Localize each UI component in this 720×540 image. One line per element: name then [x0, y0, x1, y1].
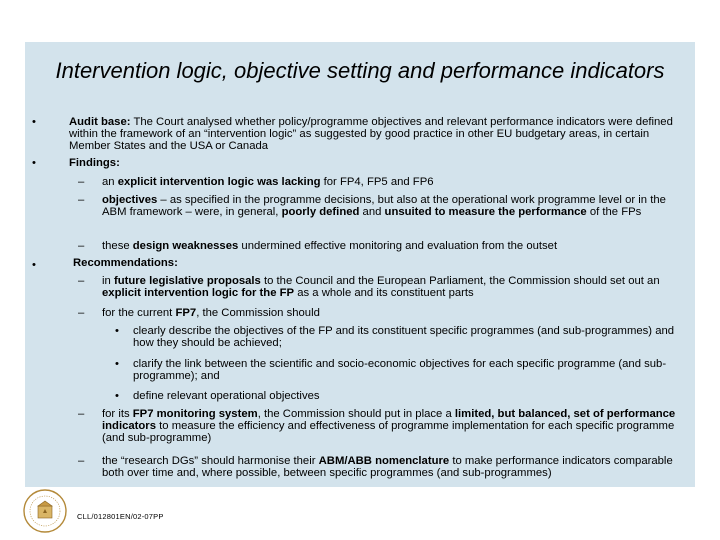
rec-4-bold: ABM/ABB nomenclature: [318, 455, 450, 467]
finding-1: [102, 176, 687, 188]
audit-base-paragraph: [69, 116, 689, 153]
bullet-rec-2-sub-1: •: [115, 325, 119, 337]
rec-3-bold2: limited, but balanced, set of performance indicators: [102, 408, 676, 433]
rec-3-mid: , the Commission should put in place a: [257, 408, 452, 420]
audit-base-label: Audit base:: [69, 116, 131, 128]
dash-rec-4: –: [78, 455, 85, 467]
bullet-rec-2-sub-2: •: [115, 358, 119, 370]
rec-1-mid: to the Council and the European Parliament, the Commission should set out an: [263, 275, 660, 287]
recommendation-2: [102, 307, 687, 319]
rec-1-post: as a whole and its constituent parts: [297, 287, 474, 300]
rec-2-sub-1: clearly describe the objectives of the FP and its constituent specific programmes (and sub-programmes) and how they should be achieved;: [133, 325, 675, 350]
finding-2-bold1: objectives: [102, 194, 158, 206]
rec-3-bold1: FP7 monitoring system: [132, 408, 258, 420]
audit-base-text: The Court analysed whether policy/programme objectives and relevant performance indicators were defined within the framework of an “intervention logic” as suggested by good practice in other EU budgetary areas, in certain Member States and the USA or Canada: [69, 116, 673, 153]
finding-2: [102, 194, 687, 218]
dash-rec-2: –: [78, 307, 85, 319]
rec-1-bold1: future legislative proposals: [113, 275, 261, 287]
recommendation-4: [102, 455, 687, 479]
footer-reference-code: CLL/012801EN/02-07PP: [77, 512, 164, 521]
recommendations-label-text: Recommendations:: [73, 257, 178, 269]
rec-2-post: , the Commission should: [196, 307, 320, 319]
court-seal-logo: [22, 488, 68, 534]
finding-2-bold3: unsuited to measure the performance: [384, 206, 587, 219]
dash-finding-2: –: [78, 194, 85, 206]
finding-3-post: undermined effective monitoring and evaluation from the outset: [241, 240, 558, 252]
dash-rec-3: –: [78, 408, 85, 420]
finding-2-mid1: – as specified in the programme decisions, but also at the operational work programme level or in the ABM framework – were, in general,: [102, 194, 666, 219]
rec-2-pre: for the current: [102, 307, 173, 319]
finding-3-bold: design weaknesses: [132, 240, 239, 252]
finding-1-bold: explicit intervention logic was lacking: [117, 176, 321, 188]
slide-title: Intervention logic, objective setting and performance indicators: [55, 58, 665, 83]
dash-finding-1: –: [78, 176, 85, 188]
recommendations-label: [73, 257, 693, 269]
finding-3: [102, 240, 687, 252]
bullet-findings: •: [32, 157, 36, 169]
findings-label-text: Findings:: [69, 157, 120, 169]
finding-2-post: of the FPs: [589, 206, 642, 219]
recommendation-3: [102, 408, 687, 445]
recommendation-1: [102, 275, 687, 299]
rec-3-post: to measure the efficiency and effectiveness of programme implementation for each specific programme (and sub-programme): [102, 420, 675, 445]
rec-2-sub-2: clarify the link between the scientific and socio-economic objectives for each specific programme (and sub-programme); and: [133, 358, 667, 383]
finding-1-pre: an: [102, 176, 115, 188]
rec-2-bold: FP7: [175, 307, 197, 319]
rec-2-sub-3: define relevant operational objectives: [133, 390, 320, 402]
bullet-recommendations: •: [32, 259, 36, 271]
finding-2-mid2: and: [362, 206, 382, 219]
finding-1-post: for FP4, FP5 and FP6: [323, 176, 434, 188]
dash-finding-3: –: [78, 240, 85, 252]
rec-3-pre: for its: [102, 408, 130, 420]
finding-3-pre: these: [102, 240, 130, 252]
finding-2-bold2: poorly defined: [281, 206, 360, 219]
bullet-rec-2-sub-3: •: [115, 390, 119, 402]
rec-4-pre: the “research DGs” should harmonise their: [102, 455, 316, 467]
dash-rec-1: –: [78, 275, 85, 287]
rec-4-post: to make performance indicators comparable both over time and, where possible, between specific programmes (and sub-programmes): [102, 455, 673, 480]
rec-1-bold2: explicit intervention logic for the FP: [102, 287, 295, 300]
findings-label: [69, 157, 689, 169]
rec-1-pre: in: [102, 275, 111, 287]
bullet-audit-base: •: [32, 116, 36, 128]
